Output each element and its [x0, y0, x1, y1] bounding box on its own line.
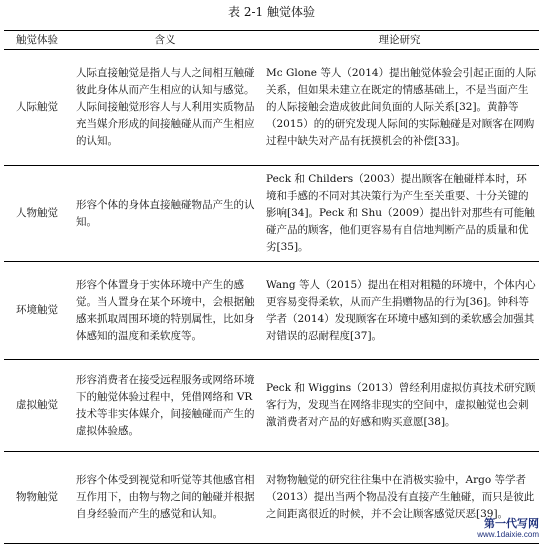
table-caption: 表 2-1 触觉体验 — [228, 5, 315, 19]
row-theory: Peck 和 Childers（2003）提出顾客在触碰样本时，环境和手感的不同对其决策行为产生至关重要、十分关键的影响[34]。Peck 和 Shu（2009）提出针对那些有可能触碰产品的顾客，他们更容易有自信地判断产品的质量和优劣[35]。 — [266, 173, 535, 253]
table-row — [4, 166, 539, 262]
meaning-paragraph: 形容消费者在接受远程服务或网络环境下的触觉体验过程中，凭借网络和 VR 技术等非实体媒介，间接触碰而产生的虚拟体验感。 — [76, 373, 255, 437]
table-row — [4, 50, 539, 166]
meaning-paragraph: 形容个体的身体直接触碰物品产生的认知。 — [76, 198, 255, 228]
table-row — [4, 262, 539, 360]
row-theory: Wang 等人（2015）提出在相对粗糙的环境中，个体内心更容易变得柔软，从而产生捐赠物品的行为[36]。钟科等学者（2014）发现顾客在环境中感知到的柔软感会加强其对错误的忍耐程度[37]。 — [266, 278, 536, 342]
meaning-paragraph: 形容个体置身于实体环境中产生的感觉。当人置身在某个环境中，会根据触感来抓取周围环境的特别属性，比如身体感知的温度和柔软度等。 — [76, 278, 255, 342]
header-meaning: 含义 — [154, 33, 176, 46]
tactile-experience-table — [4, 30, 539, 544]
watermark-title: 第一代写网 — [484, 518, 539, 530]
header-type: 触觉体验 — [16, 33, 58, 46]
row-theory: Peck 和 Wiggins（2013）曾经利用虚拟仿真技术研究顾客行为，发现当在网络非现实的空间中，虚拟触觉也会刺激消费者对产品的好感和购买意愿[38]。 — [266, 382, 536, 428]
row-type: 人际触觉 — [16, 101, 58, 113]
row-meaning — [70, 360, 260, 452]
row-meaning — [70, 50, 260, 166]
row-type: 环境触觉 — [16, 304, 58, 316]
site-watermark — [461, 518, 539, 540]
table-row — [4, 452, 539, 544]
meaning-paragraph: 形容个体受到视觉和听觉等其他感官相互作用下，由物与物之间的触碰并根据自身经验而产生的感觉和认知。 — [76, 474, 255, 520]
row-meaning — [70, 166, 260, 262]
watermark-url: www.1daixie.com — [477, 530, 539, 539]
table-header-row — [4, 31, 539, 50]
row-type: 人物触觉 — [16, 207, 58, 219]
row-meaning — [70, 452, 260, 544]
row-type: 物物触觉 — [16, 491, 58, 503]
row-theory: Mc Glone 等人（2014）提出触觉体验会引起正面的人际关系，但如果未建立在既定的情感基础上，不是当面产生的人际接触会造成彼此间负面的人际关系[32]。黄静等（2015）的的研究发现人际间的实际触碰是对顾客在网购过程中缺失对产品有抚摸机会的补偿[33]。 — [266, 67, 537, 147]
row-theory: 对物物触觉的研究往往集中在消极实验中，Argo 等学者（2013）提出当两个物品没有直接产生触碰，而只是彼此之间距离很近的时候，并不会让顾客感觉厌恶[39]。 — [266, 474, 535, 520]
row-type: 虚拟触觉 — [16, 399, 58, 411]
row-meaning — [70, 262, 260, 360]
header-theory: 理论研究 — [378, 33, 421, 46]
table-row — [4, 360, 539, 452]
meaning-paragraph: 人际直接触觉是指人与人之间相互触碰彼此身体从而产生相应的认知与感觉。 — [76, 67, 255, 96]
meaning-paragraph: 人际间接触觉形容人与人利用实质物品充当媒介形成的间接触碰从而产生相应的认知。 — [76, 101, 255, 147]
